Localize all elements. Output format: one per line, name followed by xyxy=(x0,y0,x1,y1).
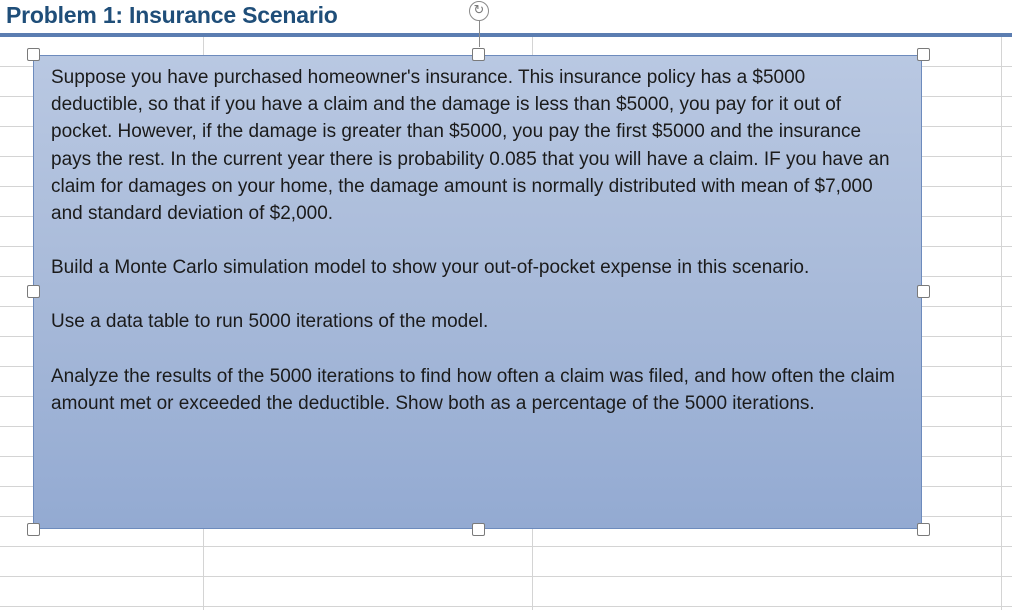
resize-handle-bottom-left[interactable] xyxy=(27,523,40,536)
row-line xyxy=(0,546,1012,547)
text-box-shape[interactable] xyxy=(33,55,922,529)
header-border xyxy=(0,33,1012,37)
resize-handle-right[interactable] xyxy=(917,285,930,298)
resize-handle-top-right[interactable] xyxy=(917,48,930,61)
resize-handle-top-left[interactable] xyxy=(27,48,40,61)
resize-handle-top[interactable] xyxy=(472,48,485,61)
sheet-title[interactable]: Problem 1: Insurance Scenario xyxy=(6,2,338,28)
paragraph-analyze: Analyze the results of the 5000 iterations to find how often a claim was filed, and how often the claim amount met or exceeded the deductible. Show both as a percentage of the 5000 iterations. xyxy=(51,365,895,414)
rotate-stem xyxy=(479,21,480,47)
paragraph-data-table: Use a data table to run 5000 iterations of the model. xyxy=(51,311,489,333)
row-line xyxy=(0,606,1012,607)
resize-handle-bottom[interactable] xyxy=(472,523,485,536)
resize-handle-left[interactable] xyxy=(27,285,40,298)
row-line xyxy=(0,576,1012,577)
rotate-icon[interactable]: ↻ xyxy=(469,1,489,21)
paragraph-scenario: Suppose you have purchased homeowner's insurance. This insurance policy has a $5000 deductible, so that if you have a claim and the damage is less than $5000, you pay for it out of pocket. However, if the damage is greater than $5000, you pay the first $5000 and the insurance pays the rest. In the current year there is probability 0.085 that you will have a claim. IF you have an claim for damages on your home, the damage amount is normally distributed with mean of $7,000 and standard deviation of $2,000. xyxy=(51,67,890,225)
text-box-content[interactable] xyxy=(51,64,896,417)
paragraph-build-model: Build a Monte Carlo simulation model to show your out-of-pocket expense in this scenario. xyxy=(51,257,810,279)
resize-handle-bottom-right[interactable] xyxy=(917,523,930,536)
column-line xyxy=(1001,36,1002,610)
